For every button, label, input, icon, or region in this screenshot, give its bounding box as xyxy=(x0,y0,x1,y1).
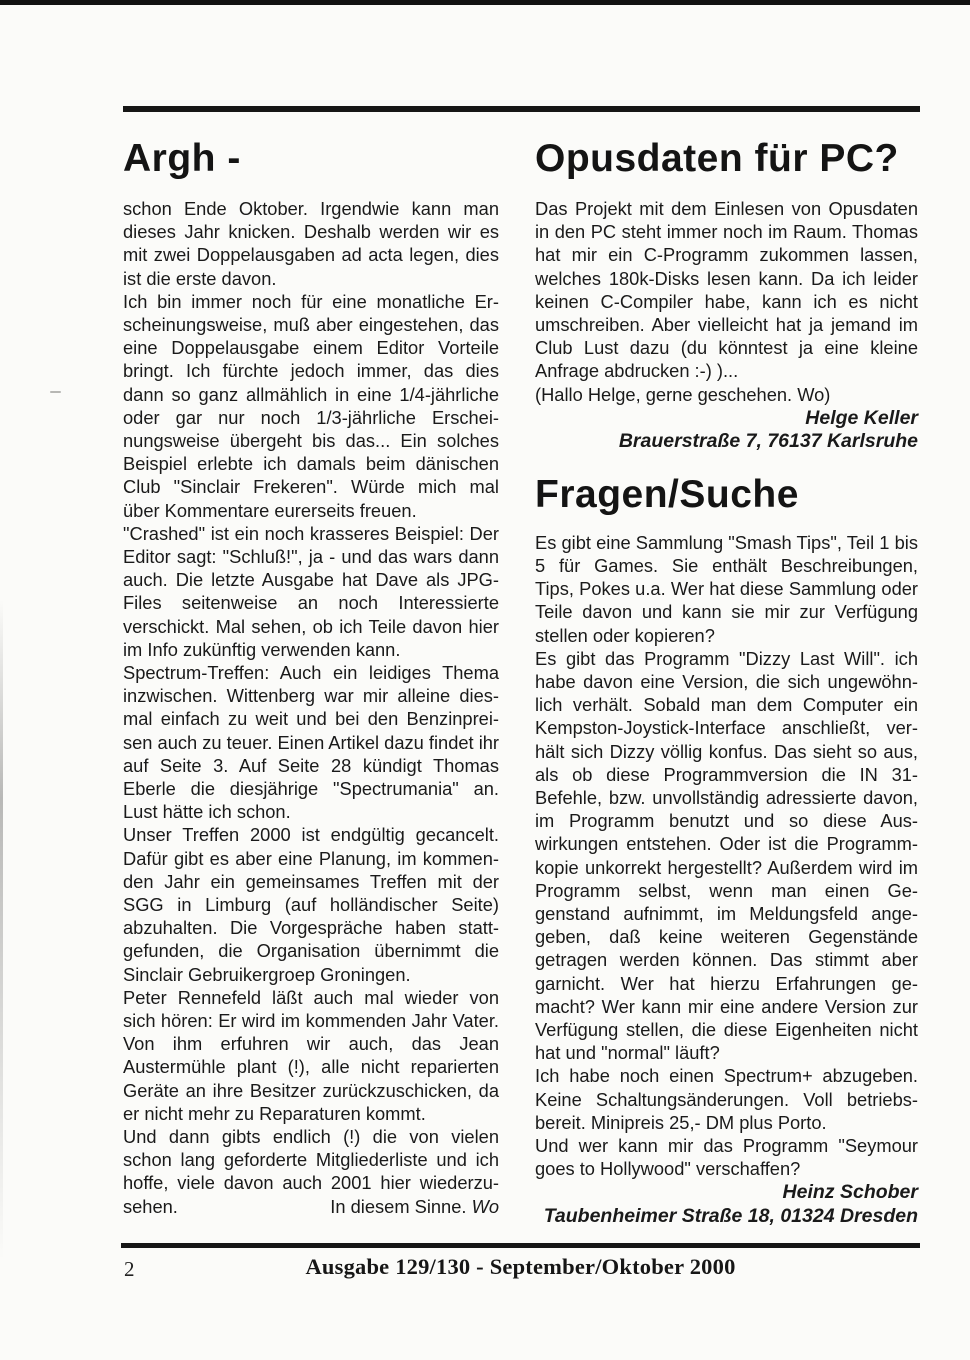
footer-rule xyxy=(121,1243,920,1248)
page-footer xyxy=(123,1254,918,1288)
issue-line: Ausgabe 129/130 - September/Oktober 2000 xyxy=(305,1254,736,1279)
heading-argh: Argh - xyxy=(123,137,241,180)
signature-name: Helge Keller xyxy=(805,406,918,429)
paragraph: Es gibt das Programm "Dizzy Last Will". ich habe davon eine Version, die sich ungewöhnlich verhält. Sobald man dem Computer ein Kempston-Joystick-Interface anschließt, verhält sich Dizzy völlig konfus. Das sieht so aus, als ob diese Programmversion die IN 31-Befehle, bzw. unvollständig adressierte davon, im Programm benutzt und so diese Auswirkungen entstehen. Oder ist die Programmkopie unkorrekt hergestellt? Außerdem wird im Programm selbst, wenn man einen Gegenstand aufnimmt, im Meldungsfeld angegeben, daß keine weiteren Gegenstände getragen werden können. Das stimmt aber garnicht. Wer hat hierzu Erfahrungen gemacht? Wer kann mir eine andere Version zur Verfügung stellen, die diese Eigenheiten nicht hat und "normal" läuft? xyxy=(535,647,918,1064)
signature-address: Taubenheimer Straße 18, 01324 Dresden xyxy=(543,1204,918,1227)
closing-line xyxy=(123,1195,499,1218)
closing-text: In diesem Sinne. xyxy=(330,1195,467,1217)
paragraph: Ich bin immer noch für eine monatliche Erscheinungsweise, muß aber eingestehen, das eine Doppelausgabe einem Editor Vorteile bringt. Ich fürchte jedoch immer, das dies dann so ganz allmählich in eine 1/4-jährliche oder gar nur noch 1/3-jährliche Erscheinungsweise übergeht bis das... Ein solches Beispiel erlebte ich damals beim dänischen Club "Sinclair Frekeren". Würde mich mal über Kommentare eurerseits freuen. xyxy=(123,290,499,521)
page-number: 2 xyxy=(124,1257,135,1281)
closing-author: Wo xyxy=(471,1195,499,1217)
paragraph: (Hallo Helge, gerne geschehen. Wo) xyxy=(535,383,831,405)
paragraph: Und dann gibts endlich (!) die von vielen schon lang geforderte Mitgliederliste und ich hoffe, viele davon auch 2001 hier wiederzusehen. xyxy=(123,1126,499,1217)
scan-speck xyxy=(50,391,61,393)
paragraph: Unser Treffen 2000 ist endgültig gecancelt. Dafür gibt es aber eine Planung, im kommenden Jahr ein gemeinsames Treffen mit der SGG in Limburg (auf holländischer Seite) abzuhalten. Die Vorgespräche haben stattgefunden, die Organisation übernimmt die Sinclair Gebruikergroep Groningen. xyxy=(123,824,499,985)
paragraph: Und wer kann mir das Programm "Seymour goes to Hollywood" verschaffen? xyxy=(535,1134,918,1180)
signature-name: Heinz Schober xyxy=(782,1181,918,1204)
paragraph: Das Projekt mit dem Einlesen von Opusdaten in den PC steht immer noch im Raum. Thomas hat mir ein C-Programm zukommen lassen, welches 180k-Disks lesen kann. Da ich leider keinen C-Compiler habe, kann ich es nicht umschreiben. Aber vielleicht hat ja jemand im Club Lust dazu (du könntest ja eine kleine Anfrage abdrucken :-) )... xyxy=(535,197,918,382)
left-column xyxy=(123,112,499,1228)
paragraph: Peter Rennefeld läßt auch mal wieder von sich hören: Er wird im kommenden Jahr Vater. Von ihm erfuhren wir auch, das Jean Austermühle plant (!), alle nicht reparierten Geräte an ihre Besitzer zurückzuschicken, da er nicht mehr zu Reparaturen kommt. xyxy=(123,986,499,1124)
right-column xyxy=(535,112,918,1228)
heading-fragen-suche: Fragen/Suche xyxy=(535,472,799,516)
paragraph: Es gibt eine Sammlung "Smash Tips", Teil 1 bis 5 für Games. Sie enthält Beschreibungen, Tips, Pokes u.a. Wer hat diese Sammlung oder Teile davon und kann sie mir zur Verfügung stellen oder kopieren? xyxy=(535,531,918,646)
scan-edge-top-artifact xyxy=(0,0,970,5)
heading-opusdaten: Opusdaten für PC? xyxy=(535,137,899,180)
signature-block xyxy=(535,1181,918,1228)
signature-block xyxy=(535,407,918,454)
page-content xyxy=(123,112,918,1228)
paragraph: "Crashed" ist ein noch krasseres Beispiel: Der Editor sagt: "Schluß!", ja - und das wars dann auch. Die letzte Ausgabe hat Dave als JPG-Files seitenweise an noch Interessierte verschickt. Mal sehen, ob ich Teile davon hier im Info zukünftig verwenden kann. xyxy=(123,522,499,660)
scan-edge-left-artifact xyxy=(0,600,3,1260)
paragraph: Spectrum-Treffen: Auch ein leidiges Thema inzwischen. Wittenberg war mir alleine diesmal einfach zu weit und bei den Benzinpreisen auch zu teuer. Einen Artikel dazu findet ihr auf Seite 3. Auf Seite 28 kündigt Thomas Eberle die diesjährige "Spectrumania" an. Lust hätte ich schon. xyxy=(123,662,500,823)
paragraph: Ich habe noch einen Spectrum+ abzugeben. Keine Schaltungsänderungen. Voll betriebsbereit. Minipreis 25,- DM plus Porto. xyxy=(535,1065,918,1133)
paragraph: schon Ende Oktober. Irgendwie kann man dieses Jahr knicken. Deshalb werden wir es mit zwei Doppelausgaben ad acta legen, dies ist die erste davon. xyxy=(123,197,499,289)
signature-address: Brauerstraße 7, 76137 Karlsruhe xyxy=(618,430,918,453)
